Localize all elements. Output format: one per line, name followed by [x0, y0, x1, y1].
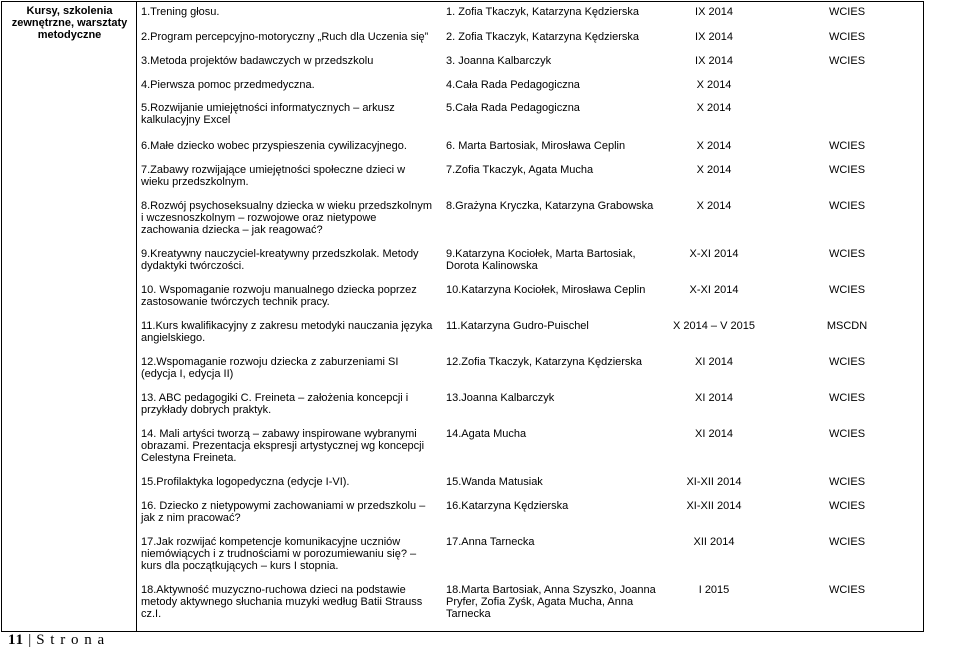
date-cell: X 2014 [696, 164, 732, 176]
course-cell: 11.Kurs kwalifikacyjny z zakresu metodyki nauczania języka angielskiego. [141, 320, 433, 344]
footer-separator: | [28, 632, 33, 648]
date-cell: X 2014 [696, 140, 732, 152]
date-cell: IX 2014 [695, 55, 733, 67]
page-number: 11 [8, 632, 25, 648]
leaders-cell: 14.Agata Mucha [446, 428, 527, 440]
course-cell: 16. Dziecko z nietypowymi zachowaniami w przedszkolu – jak z nim pracować? [141, 500, 426, 524]
leaders-cell: 12.Zofia Tkaczyk, Katarzyna Kędzierska [446, 356, 643, 368]
organizer-cell: WCIES [828, 476, 866, 488]
course-cell: 12.Wspomaganie rozwoju dziecka z zaburzeniami SI (edycja I, edycja II) [141, 356, 399, 380]
date-cell: X 2014 – V 2015 [673, 320, 755, 332]
course-cell: 2.Program percepcyjno-motoryczny „Ruch dla Uczenia się” [141, 31, 429, 43]
leaders-cell: 2. Zofia Tkaczyk, Katarzyna Kędzierska [446, 31, 639, 43]
leaders-cell: 6. Marta Bartosiak, Mirosława Ceplin [446, 140, 626, 152]
leaders-cell: 10.Katarzyna Kociołek, Mirosława Ceplin [446, 284, 646, 296]
date-cell: X 2014 [696, 102, 732, 114]
course-cell: 14. Mali artyści tworzą – zabawy inspirowane wybranymi obrazami. Prezentacja ekspresji artystycznej wg koncepcji Celestyna Freineta. [141, 428, 425, 464]
course-cell: 15.Profilaktyka logopedyczna (edycje I-VI). [141, 476, 350, 488]
organizer-cell: WCIES [828, 356, 866, 368]
section-label: Kursy, szkolenia zewnętrzne, warsztaty metodyczne [11, 5, 128, 41]
leaders-cell: 18.Marta Bartosiak, Anna Szyszko, Joanna Pryfer, Zofia Zyśk, Agata Mucha, Anna Tarnecka [446, 584, 656, 620]
organizer-cell: WCIES [828, 392, 866, 404]
leaders-cell: 1. Zofia Tkaczyk, Katarzyna Kędzierska [446, 6, 639, 18]
leaders-cell: 11.Katarzyna Gudro-Puischel [446, 320, 589, 332]
course-cell: 7.Zabawy rozwijające umiejętności społeczne dzieci w wieku przedszkolnym. [141, 164, 406, 188]
course-cell: 18.Aktywność muzyczno-ruchowa dzieci na podstawie metody aktywnego słuchania muzyki według Batii Strauss cz.I. [141, 584, 423, 620]
date-cell: XI 2014 [695, 392, 733, 404]
course-cell: 10. Wspomaganie rozwoju manualnego dziecka poprzez zastosowanie twórczych technik pracy. [141, 284, 417, 308]
leaders-cell: 16.Katarzyna Kędzierska [446, 500, 569, 512]
leaders-cell: 15.Wanda Matusiak [446, 476, 543, 488]
date-cell: IX 2014 [695, 31, 733, 43]
date-cell: X 2014 [696, 200, 732, 212]
leaders-cell: 17.Anna Tarnecka [446, 536, 535, 548]
page-footer [8, 632, 105, 648]
course-cell: 17.Jak rozwijać kompetencje komunikacyjne uczniów niemówiących i z trudnościami w porozumiewaniu się? – kurs dla początkujących – kurs I stopnia. [141, 536, 417, 572]
course-cell: 1.Trening głosu. [141, 6, 220, 18]
organizer-cell: MSCDN [826, 320, 868, 332]
course-cell: 5.Rozwijanie umiejętności informatycznych – arkusz kalkulacyjny Excel [141, 102, 395, 126]
organizer-cell: WCIES [828, 584, 866, 596]
course-cell: 6.Małe dziecko wobec przyspieszenia cywilizacyjnego. [141, 140, 407, 152]
date-cell: XI-XII 2014 [686, 476, 742, 488]
date-cell: XII 2014 [693, 536, 735, 548]
leaders-cell: 4.Cała Rada Pedagogiczna [446, 79, 580, 91]
leaders-cell: 8.Grażyna Kryczka, Katarzyna Grabowska [446, 200, 654, 212]
organizer-cell: WCIES [828, 500, 866, 512]
organizer-cell: WCIES [828, 31, 866, 43]
course-cell: 9.Kreatywny nauczyciel-kreatywny przedszkolak. Metody dydaktyki twórczości. [141, 248, 419, 272]
organizer-cell: WCIES [828, 200, 866, 212]
date-cell: XI-XII 2014 [686, 500, 742, 512]
date-cell: I 2015 [698, 584, 730, 596]
column-divider [136, 2, 137, 631]
organizer-cell: WCIES [828, 140, 866, 152]
course-cell: 13. ABC pedagogiki C. Freineta – założenia koncepcji i przykłady dobrych praktyk. [141, 392, 409, 416]
courses-table [1, 1, 924, 632]
leaders-cell: 9.Katarzyna Kociołek, Marta Bartosiak, Dorota Kalinowska [446, 248, 636, 272]
page-label: S t r o n a [36, 632, 106, 648]
date-cell: X 2014 [696, 79, 732, 91]
organizer-cell: WCIES [828, 6, 866, 18]
course-cell: 3.Metoda projektów badawczych w przedszkolu [141, 55, 374, 67]
leaders-cell: 5.Cała Rada Pedagogiczna [446, 102, 580, 114]
course-cell: 4.Pierwsza pomoc przedmedyczna. [141, 79, 315, 91]
leaders-cell: 7.Zofia Tkaczyk, Agata Mucha [446, 164, 594, 176]
organizer-cell: WCIES [828, 55, 866, 67]
organizer-cell: WCIES [828, 428, 866, 440]
date-cell: XI 2014 [695, 428, 733, 440]
date-cell: X-XI 2014 [689, 284, 739, 296]
leaders-cell: 3. Joanna Kalbarczyk [446, 55, 552, 67]
date-cell: IX 2014 [695, 6, 733, 18]
organizer-cell: WCIES [828, 248, 866, 260]
leaders-cell: 13.Joanna Kalbarczyk [446, 392, 555, 404]
organizer-cell: WCIES [828, 536, 866, 548]
course-cell: 8.Rozwój psychoseksualny dziecka w wieku przedszkolnym i wczesnoszkolnym – rozwojowe oraz nietypowe zachowania dziecka – jak reagować? [141, 200, 433, 236]
date-cell: XI 2014 [695, 356, 733, 368]
organizer-cell: WCIES [828, 164, 866, 176]
date-cell: X-XI 2014 [689, 248, 739, 260]
organizer-cell: WCIES [828, 284, 866, 296]
